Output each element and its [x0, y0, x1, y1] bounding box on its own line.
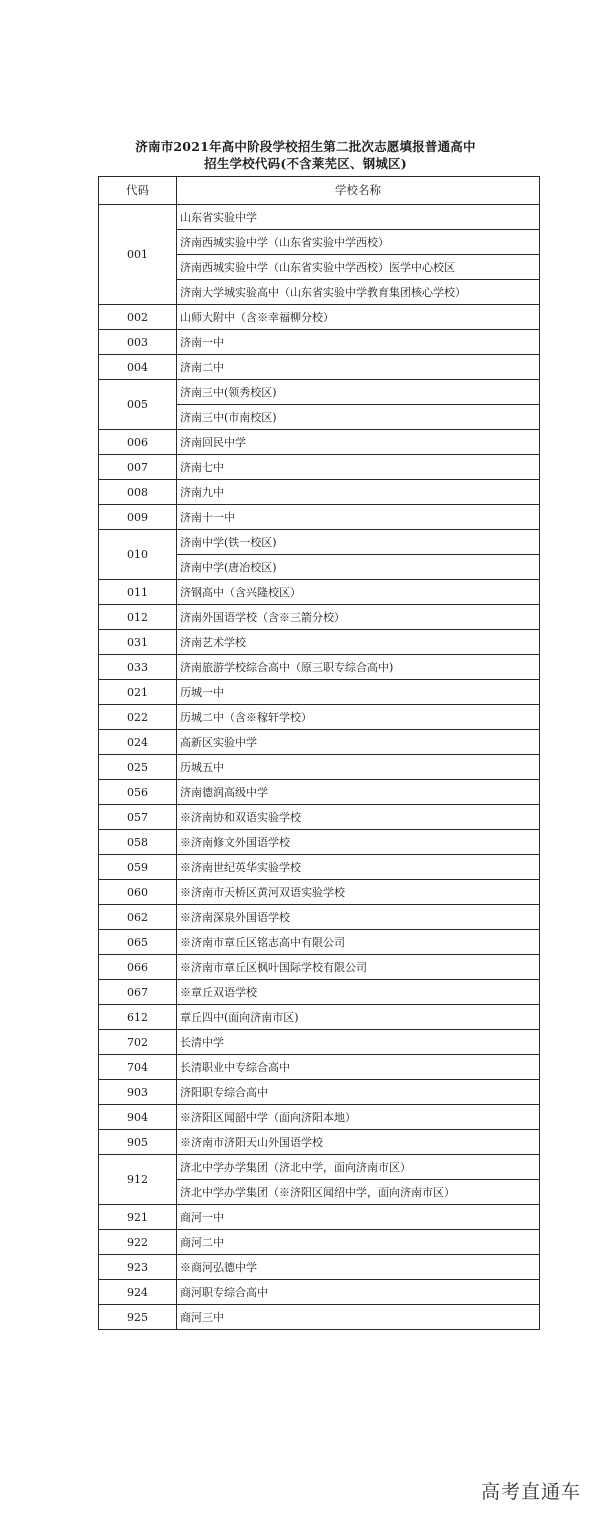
school-name-cell: ※济南深泉外国语学校	[177, 905, 540, 930]
school-name-cell: ※济南市章丘区枫叶国际学校有限公司	[177, 955, 540, 980]
school-name-cell: 济阳职专综合高中	[177, 1080, 540, 1105]
school-name-cell: 济南西城实验中学（山东省实验中学西校）医学中心校区	[177, 255, 540, 280]
table-row	[99, 580, 540, 605]
table-row	[99, 980, 540, 1005]
school-name-cell: ※济阳区闻韶中学（面向济阳本地）	[177, 1105, 540, 1130]
school-code-cell: 057	[99, 805, 177, 830]
table-row	[99, 880, 540, 905]
table-row	[99, 455, 540, 480]
table-row	[99, 605, 540, 630]
table-row	[99, 530, 540, 555]
table-row	[99, 1105, 540, 1130]
table-row	[99, 855, 540, 880]
school-name-cell: 历城二中（含※稼轩学校）	[177, 705, 540, 730]
school-name-cell: 济南德润高级中学	[177, 780, 540, 805]
school-name-cell: 商河职专综合高中	[177, 1280, 540, 1305]
table-row	[99, 430, 540, 455]
school-code-cell: 003	[99, 330, 177, 355]
school-name-cell: 长清职业中专综合高中	[177, 1055, 540, 1080]
watermark: 高考直通车	[480, 1481, 581, 1503]
school-code-cell: 066	[99, 955, 177, 980]
school-name-cell: 济南九中	[177, 480, 540, 505]
school-name-cell: 山师大附中（含※幸福柳分校）	[177, 305, 540, 330]
school-code-cell: 005	[99, 380, 177, 430]
school-name-cell: 济南一中	[177, 330, 540, 355]
school-code-cell: 009	[99, 505, 177, 530]
school-code-table	[98, 176, 540, 1330]
table-row	[99, 305, 540, 330]
table-row	[99, 1030, 540, 1055]
table-row	[99, 1230, 540, 1255]
table-row	[99, 1255, 540, 1280]
school-code-cell: 021	[99, 680, 177, 705]
school-code-cell: 008	[99, 480, 177, 505]
school-code-cell: 058	[99, 830, 177, 855]
table-row	[99, 480, 540, 505]
school-code-cell: 001	[99, 205, 177, 305]
table-row	[99, 1130, 540, 1155]
school-code-cell: 704	[99, 1055, 177, 1080]
table-row	[99, 955, 540, 980]
school-name-cell: ※济南世纪英华实验学校	[177, 855, 540, 880]
school-name-cell: 济南二中	[177, 355, 540, 380]
school-name-cell: 济南外国语学校（含※三箭分校）	[177, 605, 540, 630]
school-code-cell: 007	[99, 455, 177, 480]
school-code-cell: 024	[99, 730, 177, 755]
school-name-cell: 高新区实验中学	[177, 730, 540, 755]
school-code-cell: 025	[99, 755, 177, 780]
school-name-cell: 济南中学(唐冶校区)	[177, 555, 540, 580]
school-name-cell: 济钢高中（含兴隆校区）	[177, 580, 540, 605]
school-code-cell: 012	[99, 605, 177, 630]
table-row	[99, 705, 540, 730]
school-code-cell: 612	[99, 1005, 177, 1030]
table-row	[99, 780, 540, 805]
table-row	[99, 930, 540, 955]
school-name-cell: 济南回民中学	[177, 430, 540, 455]
document-title: 济南市2021年高中阶段学校招生第二批次志愿填报普通高中	[135, 139, 476, 154]
header-code: 代码	[99, 177, 177, 205]
school-code-cell: 059	[99, 855, 177, 880]
school-code-cell: 031	[99, 630, 177, 655]
school-code-cell: 924	[99, 1280, 177, 1305]
table-row	[99, 680, 540, 705]
table-row	[99, 355, 540, 380]
school-code-cell: 004	[99, 355, 177, 380]
table-row	[99, 730, 540, 755]
school-name-cell: 济南三中(市南校区)	[177, 405, 540, 430]
document-subtitle: 招生学校代码(不含莱芜区、钢城区)	[204, 156, 407, 171]
school-code-cell: 002	[99, 305, 177, 330]
table-row	[99, 330, 540, 355]
school-code-cell: 912	[99, 1155, 177, 1205]
school-name-cell: ※济南修文外国语学校	[177, 830, 540, 855]
school-code-cell: 702	[99, 1030, 177, 1055]
school-code-cell: 060	[99, 880, 177, 905]
school-name-cell: 长清中学	[177, 1030, 540, 1055]
table-row	[99, 655, 540, 680]
school-name-cell: ※商河弘德中学	[177, 1255, 540, 1280]
table-row	[99, 755, 540, 780]
table-row	[99, 1005, 540, 1030]
school-code-cell: 921	[99, 1205, 177, 1230]
school-name-cell: 历城五中	[177, 755, 540, 780]
school-name-cell: ※济南市天桥区黄河双语实验学校	[177, 880, 540, 905]
table-row	[99, 1055, 540, 1080]
table-header-row	[99, 177, 540, 205]
school-code-cell: 903	[99, 1080, 177, 1105]
school-name-cell: 济南大学城实验高中（山东省实验中学教育集团核心学校）	[177, 280, 540, 305]
table-row	[99, 905, 540, 930]
school-name-cell: 济南三中(领秀校区)	[177, 380, 540, 405]
school-name-cell: 山东省实验中学	[177, 205, 540, 230]
table-row	[99, 1155, 540, 1180]
school-code-cell: 904	[99, 1105, 177, 1130]
school-name-cell: ※济南市济阳天山外国语学校	[177, 1130, 540, 1155]
school-code-cell: 056	[99, 780, 177, 805]
school-name-cell: 济南旅游学校综合高中（原三职专综合高中)	[177, 655, 540, 680]
table-body	[99, 205, 540, 1330]
school-code-cell: 065	[99, 930, 177, 955]
table-row	[99, 380, 540, 405]
table-row	[99, 805, 540, 830]
school-code-cell: 011	[99, 580, 177, 605]
school-name-cell: 济南中学(铁一校区)	[177, 530, 540, 555]
school-name-cell: 商河三中	[177, 1305, 540, 1330]
school-name-cell: 济北中学办学集团（济北中学，面向济南市区）	[177, 1155, 540, 1180]
school-code-cell: 923	[99, 1255, 177, 1280]
table-row	[99, 630, 540, 655]
school-name-cell: 商河二中	[177, 1230, 540, 1255]
table-row	[99, 1280, 540, 1305]
table-row	[99, 830, 540, 855]
school-code-cell: 006	[99, 430, 177, 455]
table-row	[99, 1305, 540, 1330]
table-row	[99, 1080, 540, 1105]
school-code-cell: 905	[99, 1130, 177, 1155]
table-row	[99, 505, 540, 530]
header-school-name: 学校名称	[177, 177, 540, 205]
school-code-cell: 922	[99, 1230, 177, 1255]
school-name-cell: 济北中学办学集团（※济阳区闻绍中学，面向济南市区）	[177, 1180, 540, 1205]
table-row	[99, 1205, 540, 1230]
school-name-cell: 章丘四中(面向济南市区)	[177, 1005, 540, 1030]
school-code-cell: 925	[99, 1305, 177, 1330]
school-name-cell: ※济南协和双语实验学校	[177, 805, 540, 830]
table-row	[99, 205, 540, 230]
school-name-cell: 济南十一中	[177, 505, 540, 530]
school-name-cell: 商河一中	[177, 1205, 540, 1230]
school-code-cell: 067	[99, 980, 177, 1005]
school-name-cell: ※章丘双语学校	[177, 980, 540, 1005]
school-name-cell: 济南七中	[177, 455, 540, 480]
school-name-cell: 济南西城实验中学（山东省实验中学西校）	[177, 230, 540, 255]
school-code-cell: 033	[99, 655, 177, 680]
school-code-cell: 022	[99, 705, 177, 730]
school-code-cell: 062	[99, 905, 177, 930]
school-name-cell: 济南艺术学校	[177, 630, 540, 655]
school-name-cell: ※济南市章丘区铭志高中有限公司	[177, 930, 540, 955]
school-code-cell: 010	[99, 530, 177, 580]
school-name-cell: 历城一中	[177, 680, 540, 705]
